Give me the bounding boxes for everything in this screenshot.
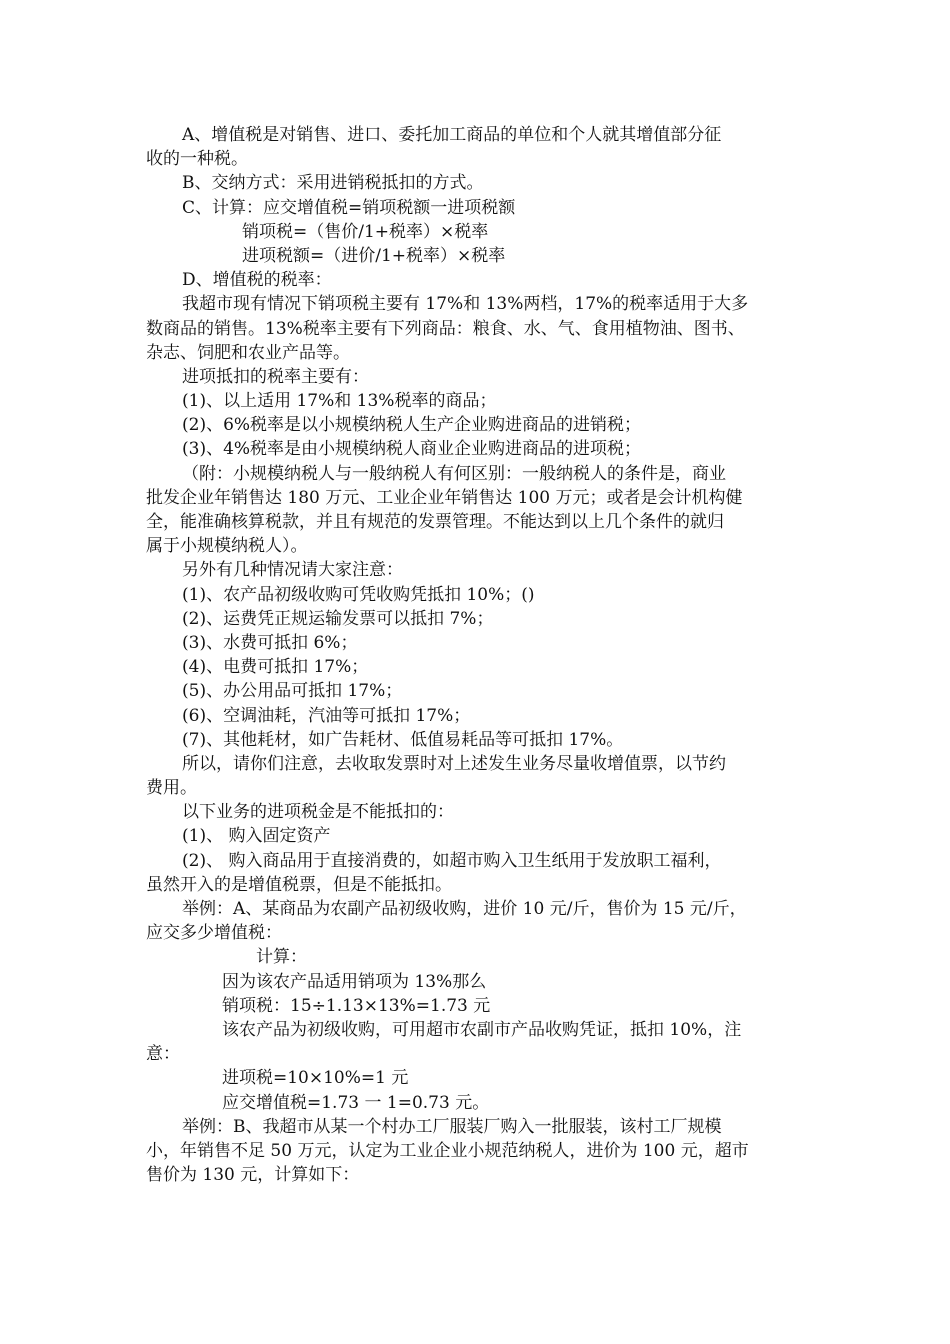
text-line: 进项抵扣的税率主要有： xyxy=(182,366,369,387)
text-line: 所以，请你们注意，去收取发票时对上述发生业务尽量收增值票，以节约 xyxy=(182,753,726,774)
text-line: D、增值税的税率： xyxy=(182,270,332,291)
text-line: (1)、以上适用 17%和 13%税率的商品； xyxy=(182,391,497,412)
text-line: 意： xyxy=(146,1044,180,1065)
text-line: 销项税=（售价/1+税率）×税率 xyxy=(242,221,489,242)
text-line: 属于小规模纳税人）。 xyxy=(146,536,308,557)
text-line: 费用。 xyxy=(146,778,197,799)
text-line: B、交纳方式：采用进销税抵扣的方式。 xyxy=(182,173,484,194)
text-line: (5)、办公用品可抵扣 17%； xyxy=(182,681,403,702)
text-line: 小，年销售不足 50 万元，认定为工业企业小规范纳税人，进价为 100 元，超市 xyxy=(146,1140,749,1161)
text-line: （附：小规模纳税人与一般纳税人有何区别：一般纳税人的条件是，商业 xyxy=(182,463,726,484)
text-line: 应交增值税=1.73 一 1=0.73 元。 xyxy=(222,1092,490,1113)
text-line: 我超市现有情况下销项税主要有 17%和 13%两档，17%的税率适用于大多 xyxy=(182,294,749,315)
text-line: 进项税额=（进价/1+税率）×税率 xyxy=(242,245,506,266)
text-line: (6)、空调油耗，汽油等可抵扣 17%； xyxy=(182,705,471,726)
text-line: (2)、6%税率是以小规模纳税人生产企业购进商品的进销税； xyxy=(182,415,642,436)
text-line: (4)、电费可抵扣 17%； xyxy=(182,657,369,678)
text-line: 计算： xyxy=(256,947,307,968)
text-line: (3)、4%税率是由小规模纳税人商业企业购进商品的进项税； xyxy=(182,439,642,460)
text-line: 售价为 130 元，计算如下： xyxy=(146,1165,360,1186)
text-line: 全，能准确核算税款，并且有规范的发票管理。不能达到以上几个条件的就归 xyxy=(146,512,724,532)
text-line: 进项税=10×10%=1 元 xyxy=(222,1068,409,1089)
text-line: (2)、运费凭正规运输发票可以抵扣 7%； xyxy=(182,608,494,629)
text-line: 该农产品为初级收购，可用超市农副市产品收购凭证，抵扣 10%，注 xyxy=(222,1019,742,1040)
text-line: 虽然开入的是增值税票，但是不能抵扣。 xyxy=(146,874,452,895)
text-line: 举例：A、某商品为农副产品初级收购，进价 10 元/斤，售价为 15 元/斤， xyxy=(182,899,747,919)
text-line: A、增值税是对销售、进口、委托加工商品的单位和个人就其增值部分征 xyxy=(182,125,722,145)
text-line: 举例：B、我超市从某一个村办工厂服装厂购入一批服装，该村工厂规模 xyxy=(182,1116,722,1137)
text-line: 批发企业年销售达 180 万元、工业企业年销售达 100 万元；或者是会计机构健 xyxy=(146,487,743,508)
text-line: 因为该农产品适用销项为 13%那么 xyxy=(222,971,487,992)
text-line: (1)、 购入固定资产 xyxy=(182,826,331,847)
text-line: (7)、其他耗材，如广告耗材、低值易耗品等可抵扣 17%。 xyxy=(182,729,624,750)
text-line: (2)、 购入商品用于直接消费的，如超市购入卫生纸用于发放职工福利， xyxy=(182,850,722,871)
text-line: C、计算：应交增值税=销项税额一进项税额 xyxy=(182,197,516,218)
document-body xyxy=(146,123,802,1187)
text-line: (3)、水费可抵扣 6%； xyxy=(182,632,358,653)
text-line: 应交多少增值税： xyxy=(146,923,282,944)
text-line: 数商品的销售。13%税率主要有下列商品：粮食、水、气、食用植物油、图书、 xyxy=(146,318,745,339)
text-line: 销项税：15÷1.13×13%=1.73 元 xyxy=(222,995,491,1016)
text-line: 收的一种税。 xyxy=(146,149,248,170)
text-line: 以下业务的进项税金是不能抵扣的： xyxy=(182,802,454,823)
text-line: 另外有几种情况请大家注意： xyxy=(182,560,403,581)
text-line: 杂志、饲肥和农业产品等。 xyxy=(146,342,350,363)
text-line: (1)、农产品初级收购可凭收购凭抵扣 10%；() xyxy=(182,584,535,605)
